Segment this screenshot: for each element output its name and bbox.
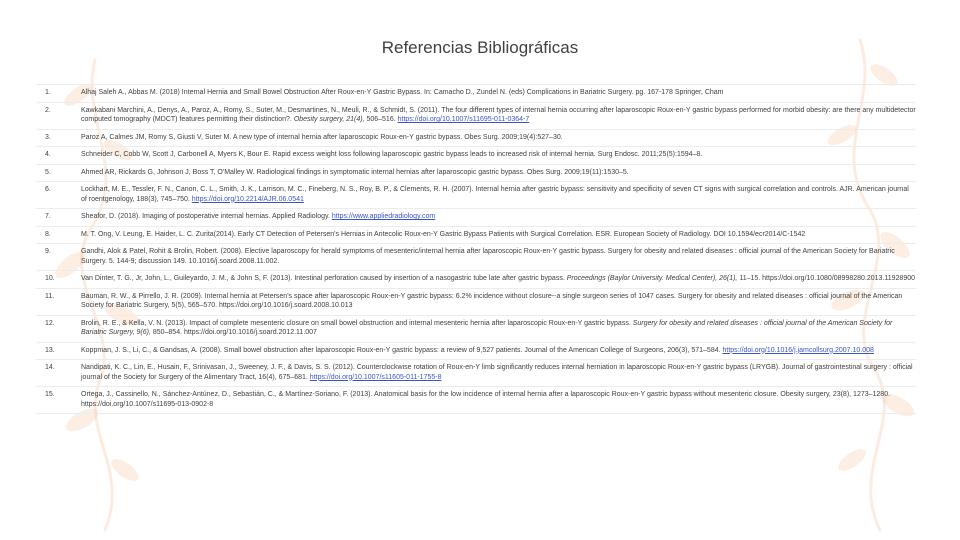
reference-number: 14. [45,364,55,371]
reference-pages: 506–516. [364,116,398,123]
reference-item [36,387,916,414]
reference-link[interactable]: https://www.appliedradiology.com [331,213,436,220]
reference-pages: 11–15. https://doi.org/10.1080/08998280.2013.11928900 [737,275,915,282]
reference-text-block [81,363,916,382]
reference-item [36,244,916,271]
reference-pages: 850–854. https://doi.org/10.1016/j.soard.2012.11.007 [150,329,317,336]
reference-text-block [81,133,916,143]
reference-number: 7. [45,213,51,220]
reference-number: 9. [45,248,51,255]
reference-number: 10. [45,275,55,282]
reference-citation: Ortega, J., Cassinello, N., Sánchez-Antúnez, D., Sebastián, C., & Martínez-Soriano, F. (2013). Anatomical basis for the low incidence of internal hernia after a laparoscopic Roux-en-Y gastric bypass without mesenteric closure. Obesity surgery, 23(8), 1273–1280. https://doi.org/10.1007/s11695-013-0902-8 [81,391,891,408]
reference-journal: Obesity surgery, 21(4), [293,116,365,123]
reference-citation: Schneider C, Cobb W, Scott J, Carbonell A, Myers K, Bour E. Rapid excess weight loss following laparoscopic gastric bypass leads to increased risk of internal hernia. Surg Endosc. 2011;25(5):1594–8. [81,151,703,158]
reference-link[interactable]: https://doi.org/10.2214/AJR.06.0541 [191,195,304,203]
reference-citation: Brolin, R. E., & Kella, V. N. (2013). Impact of complete mesenteric closure on small bowel obstruction and internal mesenteric hernia after laparoscopic Roux-en-Y gastric bypass. [81,319,631,327]
reference-item [36,227,916,245]
reference-item [36,271,916,289]
reference-number: 6. [45,186,51,193]
reference-item [36,165,916,183]
reference-item [36,289,916,316]
reference-citation: Kawkabani Marchini, A., Denys, A., Paroz, A., Romy, S., Suter, M., Desmartines, N., Meuli, R., & Schmidt, S. (2011). The four different types of internal hernia occurring after laparoscopic Roux-en-Y gastric bypass performed for morbid obesity: are there any multidetector computed tomography (MDCT) features permitting their distinction?. [81,106,916,123]
reference-text-block [81,88,916,98]
reference-citation: Ahmed AR, Rickards G, Johnson J, Boss T, O'Malley W. Radiological findings in symptomatic internal hernias after laparoscopic gastric bypass. Obes Surg. 2009;19(11):1530–5. [81,168,629,176]
reference-text-block [81,212,916,222]
reference-citation: Van Dinter, T. G., Jr, John, L., Guileyardo, J. M., & John S, F. (2013). Intestinal perforation caused by insertion of a nasogastric tube late after gastric bypass. [81,275,565,282]
reference-link[interactable]: https://doi.org/10.1007/s11695-011-0364-7 [397,116,530,123]
reference-number: 8. [45,230,51,238]
reference-citation: Sheafor, D. (2018). Imaging of postoperative internal hernias. Applied Radiology. [81,213,332,220]
reference-number: 3. [45,133,51,141]
reference-text-block [81,247,916,266]
reference-number: 2. [45,106,51,114]
reference-citation: Paroz A, Calmes JM, Romy S, Giusti V, Suter M. A new type of internal hernia after laparoscopic Roux-en-Y gastric bypass. Obes Surg. 2009;19(4):527–30. [81,133,563,141]
reference-citation: Alhaj Saleh A., Abbas M. (2018) Internal Hernia and Small Bowel Obstruction After Roux-en-Y Gastric Bypass. In: Camacho D., Zundel N. (eds) Complications in Bariatric Surgery. pg. 167-178 Springer, Cham [81,89,724,96]
reference-text-block [81,390,916,409]
reference-number: 15. [45,391,55,398]
reference-number: 5. [45,168,51,176]
page-title: Referencias Bibliográficas [381,38,579,57]
reference-text-block [81,319,916,338]
reference-text-block [81,168,916,178]
reference-number: 11. [45,292,55,300]
reference-number: 4. [45,151,51,158]
reference-journal: Surgery for obesity and related diseases : official journal of the American Society for Bariatric Surgery, 9(6), [81,319,893,336]
reference-item [36,147,916,165]
reference-item [36,130,916,148]
reference-item [36,360,916,387]
reference-text-block [81,150,916,160]
reference-link[interactable]: https://doi.org/10.1007/s11605-011-1755-8 [309,373,442,381]
reference-citation: Gandhi, Alok & Patel, Rohit & Brolin, Robert. (2008). Elective laparoscopy for herald symptoms of mesenteric/internal hernia after laparoscopic Roux-en-Y gastric bypass. Surgery for obesity and related diseases : official journal of the American Society for Bariatric Surgery. 5. 144-9; discussion 149. 10.1016/j.soard.2008.11.002. [81,248,895,265]
reference-number: 12. [45,319,55,327]
reference-item [36,209,916,227]
reference-text-block [81,106,916,125]
reference-text-block [81,292,916,311]
reference-link[interactable]: https://doi.org/10.1016/j.jamcollsurg.2007.10.008 [722,346,874,354]
reference-item [36,103,916,130]
reference-text-block [81,185,916,204]
reference-text-block [81,230,916,240]
reference-number: 1. [45,89,51,96]
reference-citation: Lockhart, M. E., Tessler, F. N., Canon, C. L., Smith, J. K., Larrison, M. C., Fineberg, N. S., Roy, B. P., & Clements, R. H. (2007). Internal hernia after gastric bypass: sensitivity and specificity of seven CT signs with surgical correlation and controls. AJR. American journal of roentgenology, 188(3), 745–750. [81,186,909,203]
reference-item [36,316,916,343]
reference-journal: Proceedings (Baylor University. Medical Center), 26(1), [566,275,738,282]
reference-citation: Nandipati, K. C., Lin, E., Husain, F., Srinivasan, J., Sweeney, J. F., & Davis, S. S. (2012). Counterclockwise rotation of Roux-en-Y limb significantly reduces internal herniation in laparoscopic Roux-en-Y gastric bypass (LRYGB). Journal of gastrointestinal surgery : official journal of the Society for Surgery of the Alimentary Tract, 16(4), 675–681. [81,364,913,381]
reference-list [36,84,916,414]
reference-item [36,343,916,361]
reference-text-block [81,346,916,356]
reference-citation: Bauman, R. W., & Pirrello, J. R. (2009). Internal hernia at Petersen's space after laparoscopic Roux-en-Y gastric bypass: 6.2% incidence without closure--a single surgeon series of 1047 cases. Surgery for obesity and related diseases : official journal of the American Society for Bariatric Surgery, 5(5), 565–570. https://doi.org/10.1016/j.soard.2008.10.013 [81,292,903,309]
reference-number: 13. [45,346,55,354]
reference-item [36,182,916,209]
reference-item [36,84,916,103]
reference-citation: M. T. Ong, V. Leung, E. Haider, L. C. Zurita(2014). Early CT Detection of Petersen's Hernias in Antecolic Roux-en-Y Gastric Bypass Patients with Surgical Correlation. ESR. European Society of Radiology. DOI 10.1594/ecr2014/C-1542 [81,230,806,238]
reference-text-block [81,274,916,284]
reference-citation: Koppman, J. S., Li, C., & Gandsas, A. (2008). Small bowel obstruction after laparoscopic Roux-en-Y gastric bypass: a review of 9,527 patients. Journal of the American College of Surgeons, 206(3), 571–584. [81,346,723,354]
